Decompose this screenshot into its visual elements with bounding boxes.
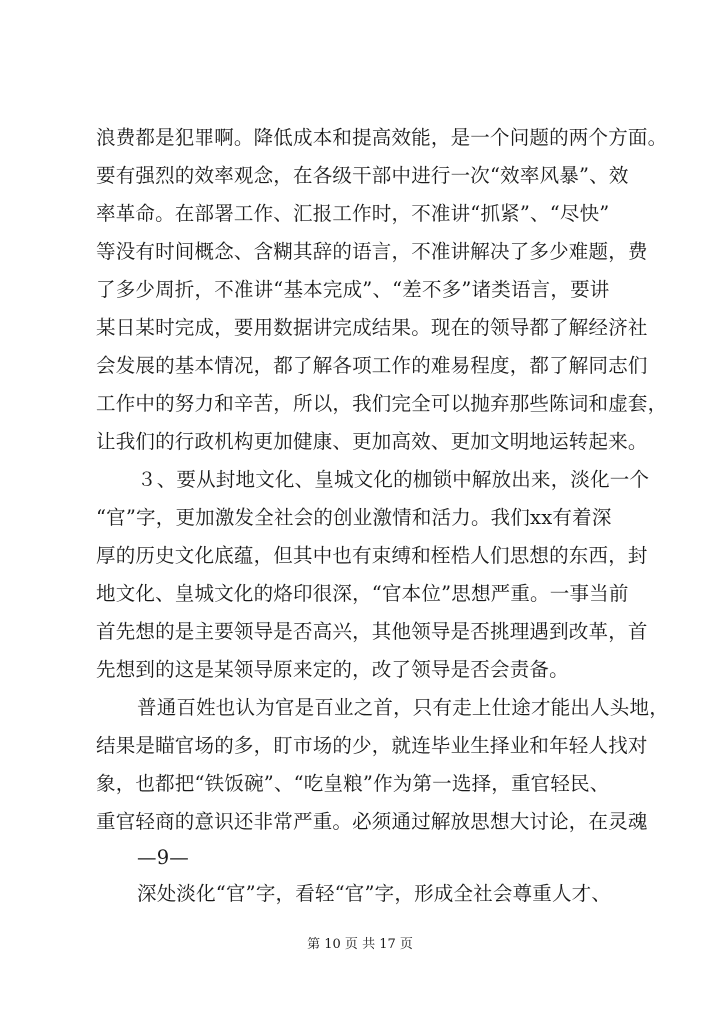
text-line: 会发展的基本情况，都了解各项工作的难易程度，都了解同志们 [96,354,648,377]
text-line: 某日某时完成，要用数据讲完成结果。现在的领导都了解经济社 [96,316,648,339]
text-line: 等没有时间概念、含糊其辞的语言，不准讲解决了多少难题，费 [96,240,648,263]
text-line: 浪费都是犯罪啊。降低成本和提高效能，是一个问题的两个方面。 [96,126,668,149]
page-number-marker: —9— [137,846,190,869]
text-line: 率革命。在部署工作、汇报工作时，不准讲“抓紧”、“尽快” [96,202,610,225]
text-line: 普通百姓也认为官是百业之首，只有走上仕途才能出人头地， [137,696,669,719]
text-line: 地文化、皇城文化的烙印很深，“官本位”思想严重。一事当前 [96,582,629,605]
text-line: 深处淡化“官”字，看轻“官”字，形成全社会尊重人才、 [137,882,612,905]
page-footer: 第 10 页 共 17 页 [307,937,413,952]
text-line: 厚的历史文化底蕴，但其中也有束缚和桎梏人们思想的东西，封 [96,544,648,567]
text-line: 首先想的是主要领导是否高兴，其他领导是否挑理遇到改革，首 [96,620,648,643]
text-line: 了多少周折，不准讲“基本完成”、“差不多”诸类语言，要讲 [96,278,610,301]
text-line: 要有强烈的效率观念，在各级干部中进行一次“效率风暴”、效 [96,164,629,187]
text-line: ３、要从封地文化、皇城文化的枷锁中解放出来，淡化一个 [137,468,650,491]
text-line: 结果是瞄官场的多，盯市场的少，就连毕业生择业和年轻人找对 [96,734,648,757]
text-line: 工作中的努力和辛苦，所以，我们完全可以抛弃那些陈词和虚套， [96,392,668,415]
text-line: 重官轻商的意识还非常严重。必须通过解放思想大讨论，在灵魂 [96,810,648,833]
text-line: 先想到的这是某领导原来定的，改了领导是否会责备。 [96,658,569,681]
text-line: 让我们的行政机构更加健康、更加高效、更加文明地运转起来。 [96,430,648,453]
text-line: “官”字，更加激发全社会的创业激情和活力。我们xx有着深 [96,506,612,529]
text-line: 象，也都把“铁饭碗”、“吃皇粮”作为第一选择，重官轻民、 [96,772,610,795]
